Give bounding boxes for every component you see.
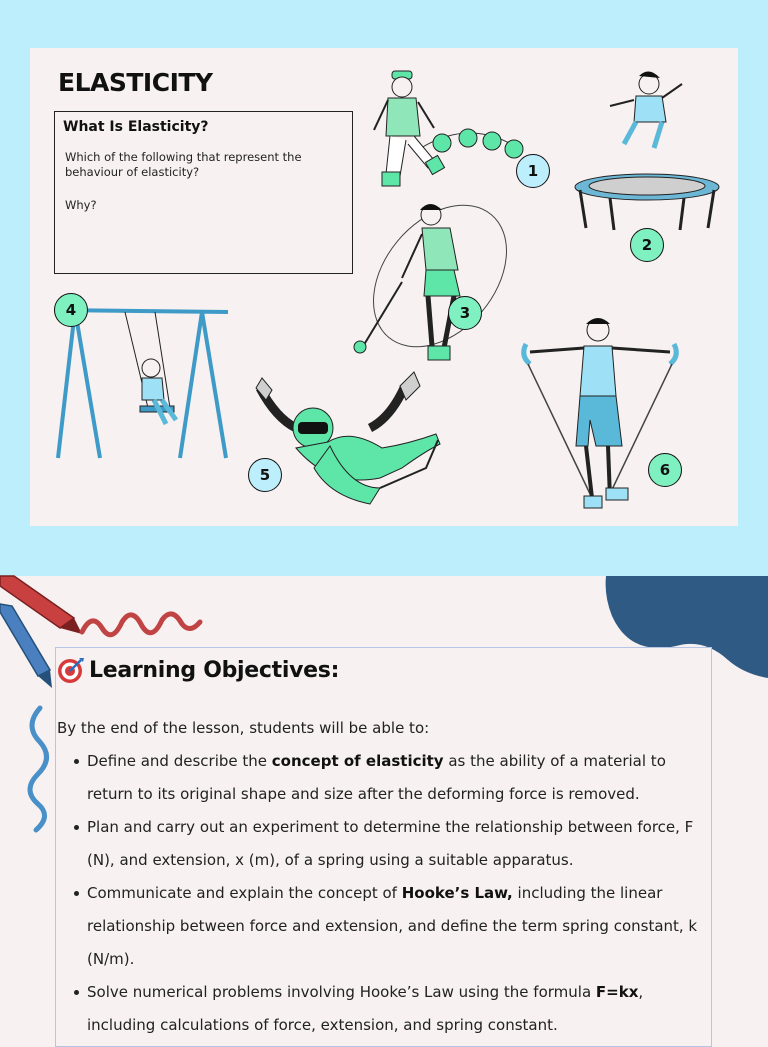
question-why: Why? [65, 198, 97, 212]
skydiver-illustration [256, 372, 440, 504]
illustrations [30, 48, 738, 526]
hammer-throw-illustration [346, 179, 533, 372]
elasticity-card [30, 48, 738, 526]
objective-item: Communicate and explain the concept of Hooke’s Law, including the linear relationship between force and extension, and define the term spring constant, k (N/m). [87, 877, 702, 976]
badge-2: 2 [630, 228, 664, 262]
swing-illustration [54, 310, 228, 458]
objective-item: Plan and carry out an experiment to determine the relationship between force, F (N), and extension, x (m), of a spring using a suitable apparatus. [87, 811, 702, 877]
objectives-heading-row [57, 656, 339, 684]
objectives-heading: Learning Objectives: [89, 657, 340, 683]
badge-1: 1 [516, 154, 550, 188]
objectives-list [87, 745, 702, 1042]
trampoline-illustration [575, 71, 719, 230]
badge-3: 3 [448, 296, 482, 330]
blue-squiggle-decoration [30, 708, 47, 830]
objective-item: Solve numerical problems involving Hooke’s Law using the formula F=kx, including calculations of force, extension, and spring constant. [87, 976, 702, 1042]
page-title: ELASTICITY [58, 68, 213, 97]
squiggle-decoration [82, 614, 200, 635]
question-text: Which of the following that represent the behaviour of elasticity? [65, 150, 302, 179]
target-icon [57, 656, 85, 684]
badge-6: 6 [648, 453, 682, 487]
ball-kick-illustration [374, 71, 523, 186]
badge-4: 4 [54, 293, 88, 327]
question-heading: What Is Elasticity? [63, 119, 209, 135]
objective-item: Define and describe the concept of elasticity as the ability of a material to return to its original shape and size after the deforming force is removed. [87, 745, 702, 811]
objectives-intro: By the end of the lesson, students will be able to: [57, 719, 430, 737]
badge-5: 5 [248, 458, 282, 492]
